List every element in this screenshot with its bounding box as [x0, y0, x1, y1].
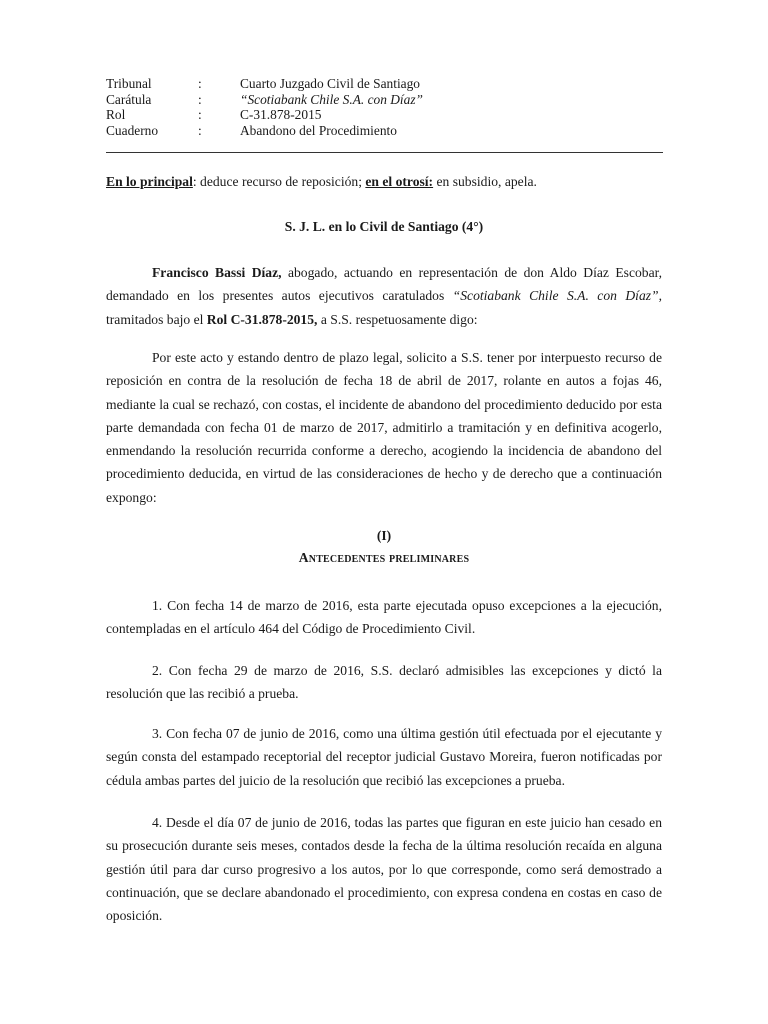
numbered-item: 4. Desde el día 07 de junio de 2016, todas las partes que figuran en este juicio han cesado en su prosecución durante seis meses, contados desde la fecha de la última resolución recaída en alguna gestión útil para dar curso progresivo a los autos, por lo que corresponde, como será demostrado a continuación, que se declare abandonado el procedimiento, con expresa condena en costas en caso de oposición.	[106, 815, 662, 924]
header-value: Abandono del Procedimiento	[240, 122, 397, 138]
intro-paragraph	[106, 261, 662, 331]
otrosi-label: en el otrosí:	[365, 174, 434, 189]
header-row-caratula	[106, 92, 423, 108]
header-value: “Scotiabank Chile S.A. con Díaz”	[240, 91, 423, 107]
case-name: “Scotiabank Chile S.A. con Díaz”	[452, 288, 659, 304]
header-separator: :	[198, 122, 202, 138]
header-label: Cuaderno	[106, 122, 159, 138]
header-label: Carátula	[106, 91, 152, 107]
lawyer-name: Francisco Bassi Díaz,	[152, 265, 282, 280]
numbered-item: 1. Con fecha 14 de marzo de 2016, esta parte ejecutada opuso excepciones a la ejecución, contempladas en el artículo 464 del Código de Procedimiento Civil.	[106, 598, 662, 637]
header-label: Rol	[106, 107, 126, 123]
principal-text: : deduce recurso de reposición;	[192, 174, 366, 189]
intro-text-3: a S.S. respetuosamente digo:	[317, 311, 478, 327]
intro-text-1: abogado, actuando en representación de don Aldo Díaz Escobar, demandado en los presentes autos ejecutivos caratulados	[106, 265, 663, 304]
court-title: S. J. L. en lo Civil de Santiago (4°)	[284, 219, 484, 234]
header-label: Tribunal	[106, 76, 152, 91]
header-value: Cuarto Juzgado Civil de Santiago	[240, 76, 421, 91]
intro-text-2: , tramitados bajo el	[106, 288, 662, 327]
case-header	[106, 76, 423, 138]
header-separator: :	[198, 107, 202, 123]
summary-line	[106, 174, 662, 190]
otrosi-text: en subsidio, apela.	[433, 174, 537, 189]
header-divider	[106, 152, 663, 153]
header-value: C-31.878-2015	[240, 107, 322, 123]
header-separator: :	[198, 91, 202, 107]
header-row-tribunal	[106, 76, 423, 92]
section-title: Antecedentes preliminares	[298, 550, 470, 565]
case-rol: Rol C-31.878-2015,	[206, 311, 318, 327]
header-row-cuaderno	[106, 123, 423, 139]
section-number: (I)	[376, 528, 392, 543]
principal-label: En lo principal	[106, 174, 193, 189]
numbered-item: 3. Con fecha 07 de junio de 2016, como una última gestión útil efectuada por el ejecutante y según consta del estampado receptorial del receptor judicial Gustavo Moreira, fueron notificadas por cédula ambas partes del juicio de la resolución que recibió las excepciones a prueba.	[106, 726, 662, 788]
header-row-rol	[106, 107, 423, 123]
header-separator: :	[198, 76, 202, 91]
numbered-item: 2. Con fecha 29 de marzo de 2016, S.S. declaró admisibles las excepciones y dictó la resolución que las recibió a prueba.	[106, 663, 662, 702]
body-paragraph: Por este acto y estando dentro de plazo legal, solicito a S.S. tener por interpuesto recurso de reposición en contra de la resolución de fecha 18 de abril de 2017, rolante en autos a fojas 46, mediante la cual se rechazó, con costas, el incidente de abandono del procedimiento deducido por esta parte demandada con fecha 01 de marzo de 2017, admitirlo a tramitación y en definitiva acogerlo, enmendando la resolución recurrida conforme a derecho, acogiendo la incidencia de abandono del procedimiento deducida, en virtud de las consideraciones de hecho y de derecho que a continuación expongo:	[106, 350, 662, 505]
